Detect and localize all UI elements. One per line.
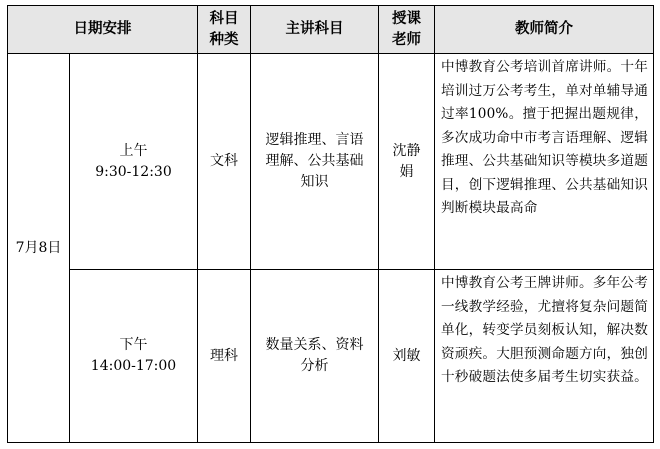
teacher-intro-cell: 中博教育公考王牌讲师。多年公考一线教学经验，尤擅将复杂问题简单化，转变学员刻板认知，解决数资顽疾。大胆预测命题方向，独创十秒破题法使多届考生切实获益。 [435,270,654,443]
table-row [8,54,654,270]
header-teacher-line1: 授课 [392,10,421,27]
header-row [8,6,654,54]
category-cell: 理科 [198,270,251,443]
header-main-subject: 主讲科目 [251,6,379,54]
header-subject-type-line2: 种类 [209,31,239,48]
period-label: 上午 [119,142,148,159]
table-row [8,270,654,443]
period-label: 下午 [119,337,148,353]
subject-cell: 逻辑推理、言语理解、公共基础知识 [251,54,379,270]
header-subject-type [198,6,251,54]
subject-cell: 数量关系、资料分析 [251,270,379,443]
time-cell [70,270,198,443]
time-range: 9:30-12:30 [95,163,172,180]
header-teacher-line2: 老师 [392,31,421,48]
schedule-table-container [7,5,653,442]
time-range: 14:00-17:00 [90,358,177,374]
teacher-cell: 沈静娟 [379,54,435,270]
category-cell: 文科 [198,54,251,270]
header-date-schedule: 日期安排 [8,6,198,54]
header-subject-type-line1: 科目 [209,10,239,27]
date-cell: 7月8日 [8,54,70,443]
header-teacher [379,6,435,54]
header-teacher-intro: 教师简介 [435,6,654,54]
time-cell [70,54,198,270]
teacher-cell: 刘敏 [379,270,435,443]
teacher-intro-cell: 中博教育公考培训首席讲师。十年培训过万公考考生，单对单辅导通过率100%。擅于把握出题规律，多次成功命中市考言语理解、逻辑推理、公共基础知识等模块多道题目，创下逻辑推理、公共基础知识判断模块最高命 [435,54,654,270]
schedule-table [7,5,654,443]
